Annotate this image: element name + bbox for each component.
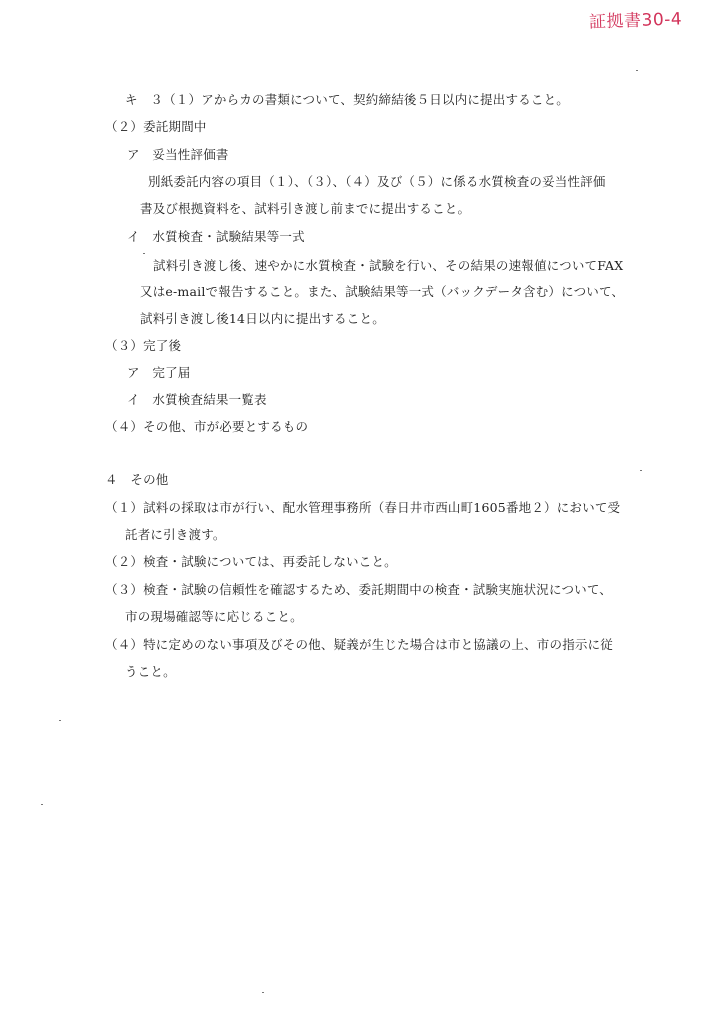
section-2-item-a-body-1: 別紙委託内容の項目（１）、（３）、（４）及び（５）に係る水質検査の妥当性評価	[148, 174, 606, 189]
scan-speck	[636, 70, 638, 71]
part-4-item-3-line-2: 市の現場確認等に応じること。	[125, 609, 303, 624]
part-4-item-2: （２）検査・試験については、再委託しないこと。	[105, 554, 397, 569]
part-4-heading: ４ その他	[105, 472, 169, 487]
item-ki: キ ３（１）アからカの書類について、契約締結後５日以内に提出すること。	[125, 92, 570, 107]
part-4-item-3-line-1: （３）検査・試験の信頼性を確認するため、委託期間中の検査・試験実施状況について、	[105, 582, 613, 597]
section-2-item-i-body-2: 又はe-mailで報告すること。また、試験結果等一式（バックデータ含む）について、	[140, 284, 625, 299]
part-4-item-1-line-1: （１）試料の採取は市が行い、配水管理事務所（春日井市西山町1605番地２）において受	[105, 500, 621, 515]
section-4-heading: （４）その他、市が必要とするもの	[105, 419, 309, 434]
section-2-item-a-body-2: 書及び根拠資料を、試料引き渡し前までに提出すること。	[140, 201, 471, 216]
section-3-item-a: ア 完了届	[127, 365, 191, 380]
section-2-heading: （２）委託期間中	[105, 119, 207, 134]
part-4-item-4-line-1: （４）特に定めのない事項及びその他、疑義が生じた場合は市と協議の上、市の指示に従	[105, 637, 614, 652]
scan-speck	[262, 992, 264, 993]
section-2-item-i: イ 水質検査・試験結果等一式	[127, 229, 305, 244]
scan-speck	[143, 253, 145, 254]
scan-speck	[41, 804, 43, 805]
section-2-item-a: ア 妥当性評価書	[127, 147, 229, 162]
section-2-item-i-body-3: 試料引き渡し後14日以内に提出すること。	[140, 311, 385, 326]
handwritten-reference-stamp: 証拠書30-4	[588, 9, 683, 33]
scan-speck	[640, 470, 642, 471]
section-3-heading: （３）完了後	[105, 338, 182, 353]
section-2-item-i-body-1: 試料引き渡し後、速やかに水質検査・試験を行い、その結果の速報値についてFAX	[153, 258, 624, 273]
scan-speck	[59, 720, 61, 721]
part-4-item-4-line-2: うこと。	[125, 664, 176, 679]
section-3-item-i: イ 水質検査結果一覧表	[127, 392, 267, 407]
part-4-item-1-line-2: 託者に引き渡す。	[125, 527, 226, 542]
